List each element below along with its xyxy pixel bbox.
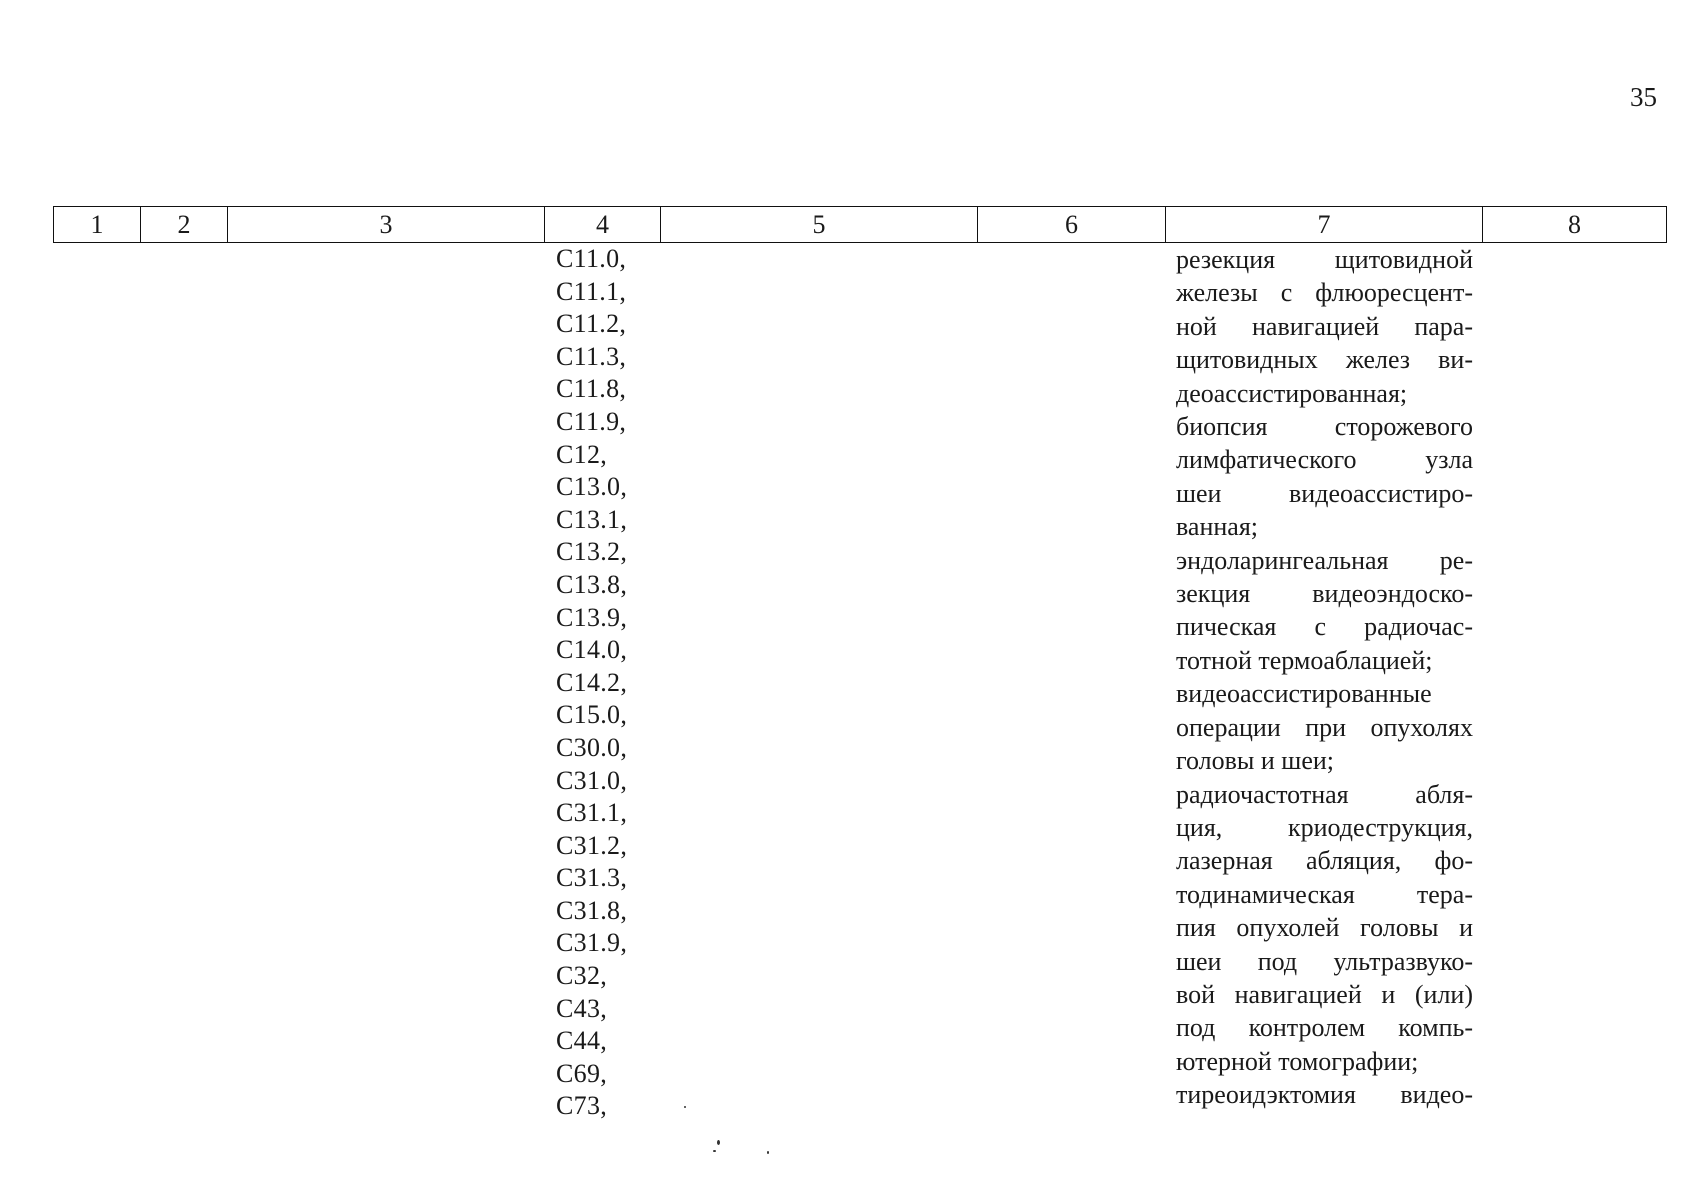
treatment-method-line: радиочастотная абля- bbox=[1176, 779, 1473, 809]
header-cell-5: 5 bbox=[661, 207, 978, 243]
icd-code: C13.9, bbox=[556, 602, 628, 632]
icd-code: C31.8, bbox=[556, 895, 628, 925]
treatment-method-line: зекция видеоэндоско- bbox=[1176, 579, 1473, 609]
treatment-method-line: щитовидных желез ви- bbox=[1176, 345, 1473, 375]
icd-code: C11.2, bbox=[556, 309, 627, 339]
scan-speck bbox=[713, 1150, 716, 1152]
treatment-method-line: тодинамическая тера- bbox=[1176, 879, 1473, 909]
icd-code: C11.3, bbox=[556, 341, 627, 371]
icd-code: C12, bbox=[556, 439, 608, 469]
treatment-methods-column bbox=[1176, 243, 1473, 1112]
treatment-method-line: резекция щитовидной bbox=[1176, 245, 1473, 274]
icd-code: C13.2, bbox=[556, 537, 628, 567]
treatment-method-line: биопсия сторожевого bbox=[1176, 412, 1473, 442]
header-cell-7: 7 bbox=[1166, 207, 1483, 243]
icd-code: C11.9, bbox=[556, 406, 627, 436]
icd-code: C13.0, bbox=[556, 472, 628, 502]
treatment-method-line: лимфатического узла bbox=[1176, 445, 1473, 475]
icd-code: C31.9, bbox=[556, 928, 628, 958]
icd-code: C43, bbox=[556, 993, 608, 1023]
icd-code: C31.1, bbox=[556, 798, 628, 828]
icd-code: C13.8, bbox=[556, 569, 628, 599]
icd-code: C30.0, bbox=[556, 732, 628, 762]
treatment-method-line: вой навигацией и (или) bbox=[1176, 979, 1473, 1009]
icd-code: C13.1, bbox=[556, 504, 628, 534]
icd-code: C14.0, bbox=[556, 635, 628, 665]
treatment-method-line: пия опухолей головы и bbox=[1176, 913, 1473, 943]
icd-code: C11.8, bbox=[556, 374, 627, 404]
header-cell-2: 2 bbox=[141, 207, 228, 243]
treatment-method-line: пическая с радиочас- bbox=[1176, 612, 1473, 642]
icd-code: C31.0, bbox=[556, 765, 628, 795]
treatment-method-line: ной навигацией пара- bbox=[1176, 311, 1473, 341]
treatment-method-line: эндоларингеальная ре- bbox=[1176, 545, 1473, 575]
treatment-method-line: ванная; bbox=[1176, 512, 1259, 542]
treatment-method-line: ютерной томографии; bbox=[1176, 1046, 1419, 1076]
header-cell-3: 3 bbox=[228, 207, 545, 243]
icd-code: C69, bbox=[556, 1058, 608, 1088]
treatment-method-line: под контролем компь- bbox=[1176, 1013, 1473, 1043]
treatment-method-line: головы и шеи; bbox=[1176, 746, 1335, 776]
treatment-method-line: ция, криодеструкция, bbox=[1176, 812, 1473, 842]
icd-code: C31.2, bbox=[556, 830, 628, 860]
scan-speck bbox=[684, 1106, 686, 1108]
icd-code: C32, bbox=[556, 961, 608, 991]
treatment-method-line: тотной термоаблацией; bbox=[1176, 645, 1433, 675]
header-cell-1: 1 bbox=[54, 207, 141, 243]
treatment-method-line: деоассистированная; bbox=[1176, 378, 1408, 408]
icd-code: C11.0, bbox=[556, 244, 627, 273]
header-cell-4: 4 bbox=[545, 207, 661, 243]
treatment-method-line: тиреоидэктомия видео- bbox=[1176, 1080, 1473, 1110]
treatment-method-line: шеи под ультразвуко- bbox=[1176, 946, 1473, 976]
treatment-method-line: железы с флюоресцент- bbox=[1176, 278, 1473, 308]
treatment-method-line: шеи видеоассистиро- bbox=[1176, 478, 1473, 508]
header-row bbox=[54, 207, 1667, 243]
icd-code: C31.3, bbox=[556, 863, 628, 893]
scan-speck bbox=[717, 1140, 720, 1145]
scan-speck bbox=[767, 1151, 769, 1154]
header-cell-6: 6 bbox=[978, 207, 1166, 243]
icd-code: C15.0, bbox=[556, 700, 628, 730]
page-number: 35 bbox=[1630, 82, 1657, 112]
icd-codes-column bbox=[556, 243, 627, 1123]
treatment-method-line: операции при опухолях bbox=[1176, 712, 1473, 742]
icd-code: C11.1, bbox=[556, 276, 627, 306]
header-cell-8: 8 bbox=[1483, 207, 1667, 243]
icd-code: C73, bbox=[556, 1091, 608, 1121]
icd-code: C14.2, bbox=[556, 667, 628, 697]
treatment-method-line: видеоассистированные bbox=[1176, 679, 1432, 709]
icd-code: C44, bbox=[556, 1026, 608, 1056]
table-header bbox=[53, 206, 1667, 243]
treatment-method-line: лазерная абляция, фо- bbox=[1176, 846, 1473, 876]
